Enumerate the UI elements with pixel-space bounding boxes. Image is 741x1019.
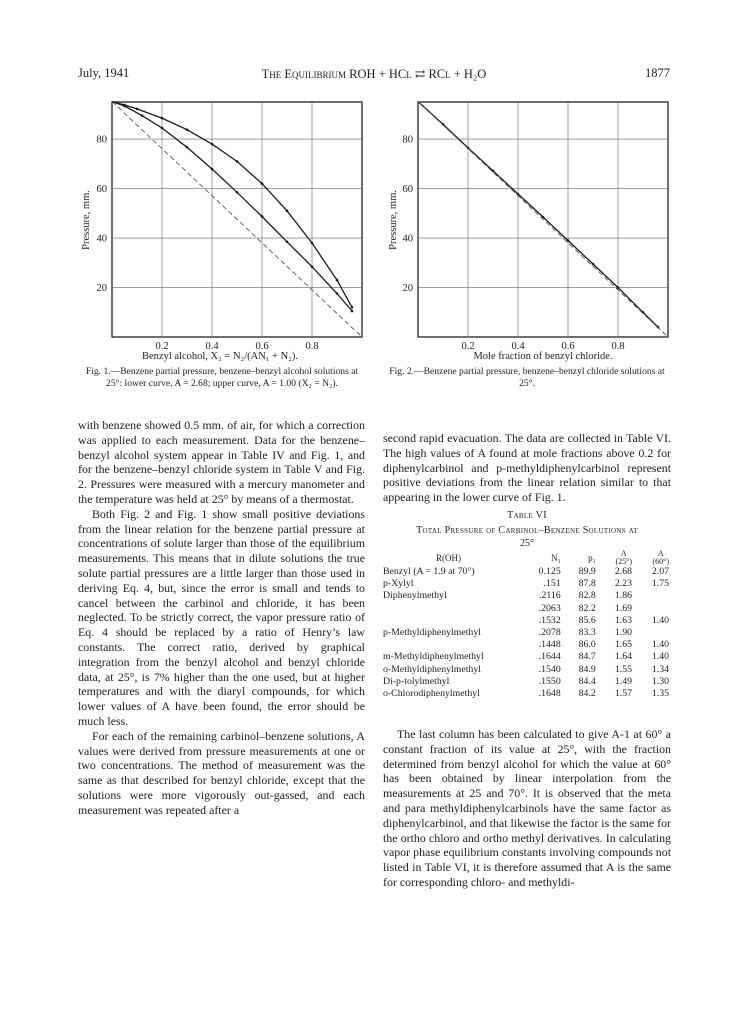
- table-row: [383, 664, 673, 676]
- table-vi: [383, 550, 673, 700]
- table-cell: 84.7: [578, 651, 596, 663]
- table-cell: 1.30: [651, 675, 669, 687]
- table-cell: 1.65: [614, 639, 633, 651]
- table-row: [383, 566, 673, 578]
- data-point: [261, 215, 264, 218]
- data-point: [261, 182, 264, 185]
- table-cell: [383, 615, 514, 627]
- table-cell: m-Methyldiphenylmethyl: [383, 651, 484, 663]
- table-cell: 83.3: [578, 627, 596, 639]
- data-point: [186, 128, 189, 131]
- table-row: [383, 590, 673, 602]
- figure-1-caption: Fig. 1.—Benzene partial pressure, benzene–benzyl alcohol solutions at 25°: lower curve, A = 2.68; upper curve, A = 1.00 (X₂ = N₂).: [85, 366, 359, 389]
- data-point: [592, 263, 595, 266]
- table-cell: 1.57: [614, 688, 633, 700]
- column-header: p₁: [588, 552, 596, 563]
- table-cell: 1.90: [614, 627, 633, 639]
- table-cell: 1.49: [614, 675, 633, 687]
- header-title: The Equilibrium ROH + HCl ⇄ RCl + H₂O: [261, 67, 487, 81]
- table-cell: .2116: [539, 590, 561, 602]
- paragraph: Both Fig. 2 and Fig. 1 show small positive deviations from the linear relation for the benzene partial pressure at concentrations of solute larger than those of the equilibrium measurements. This means that in dilute solutions the true solute partial pressures are a little larger than those used in deriving Eq. 4, but, since the error is small and tends to cancel between the carbinol and chloride, it has been neglected. To be strictly correct, the vapor pressure ratio of Eq. 4 should be replaced by a ratio of Henry’s law constants. The correct ratio, derived by graphical integration from the benzyl alcohol and benzyl chloride data, at 25°, is 7% higher than the one used, but at higher temperatures and with the diaryl compounds, for which lower values of A have been found, the error should be much less.: [78, 506, 365, 728]
- table-cell: 87.8: [578, 578, 596, 590]
- data-point: [336, 279, 339, 282]
- table-cell: [383, 639, 514, 651]
- column-header: R(OH): [435, 552, 461, 563]
- x-tick-label: 0.8: [305, 341, 319, 352]
- table-cell: [632, 590, 673, 602]
- series-line: [418, 102, 668, 338]
- data-point: [236, 191, 239, 194]
- table-cell: 84.9: [578, 663, 596, 675]
- y-tick-label: 60: [96, 184, 107, 196]
- data-point: [123, 104, 126, 107]
- data-point: [286, 240, 289, 243]
- table-row: [383, 676, 673, 688]
- data-point: [492, 169, 495, 172]
- right-column-text-lower: [383, 727, 671, 890]
- table-cell: .2063: [538, 602, 561, 614]
- table-cell: 1.35: [651, 688, 669, 700]
- data-point: [186, 146, 189, 149]
- table-cell: .1550: [538, 675, 561, 687]
- figure-2-chart: [383, 96, 673, 364]
- table-row: [383, 651, 673, 663]
- table-cell: 1.40: [651, 614, 669, 626]
- table-cell: 2.07: [651, 566, 669, 577]
- table-cell: .2078: [538, 627, 561, 639]
- data-point: [311, 242, 314, 245]
- table-row: [383, 688, 673, 700]
- data-point: [236, 160, 239, 163]
- table-cell: 1.69: [614, 602, 633, 614]
- x-tick-label: 0.4: [205, 341, 219, 352]
- data-point: [161, 117, 164, 120]
- table-cell: .1540: [538, 663, 561, 675]
- data-point: [351, 310, 354, 313]
- y-tick-label: 80: [402, 134, 413, 146]
- paragraph: The last column has been calculated to give A-1 at 60° a constant fraction of its value at 25°, with the fraction determined from benzyl alcohol for which the value at 60° has been obtained by linear interpolation from the measurements at 25 and 70°. It is observed that the meta and para methyldiphenylcarbinols have the same factor as diphenylcarbinol, and that likewise the factor is the same for the ortho chloro and ortho methyl derivatives. In calculating vapor phase equilibrium constants involving compounds not listed in Table VI, it is therefore assumed that A is the same for corresponding chloro- and methyldi-: [383, 727, 671, 889]
- table-cell: .1448: [538, 639, 561, 651]
- series-line: [112, 102, 352, 308]
- table-cell: Diphenylmethyl: [383, 590, 447, 602]
- x-tick-label: 0.6: [561, 341, 575, 352]
- x-tick-label: 0.2: [155, 341, 169, 352]
- table-cell: [632, 603, 673, 615]
- table-row: [383, 615, 673, 627]
- y-tick-label: 20: [402, 283, 413, 295]
- figure-2-xlabel: Mole fraction of benzyl chloride.: [473, 351, 613, 362]
- table-cell: 1.40: [651, 651, 669, 663]
- data-point: [161, 127, 164, 130]
- table-cell: [383, 603, 514, 615]
- table-row: [383, 627, 673, 639]
- table-cell: p-Methyldiphenylmethyl: [383, 627, 481, 639]
- table-cell: .1644: [538, 651, 561, 663]
- data-point: [311, 265, 314, 268]
- paragraph: For each of the remaining carbinol–benzene solutions, A values were derived from pressure measurements at one or two concentrations. The method of measurement was the same as that described for benzyl chloride, except that the solutions were more vigorously out-gassed, and each measurement was repeated after a: [78, 728, 365, 817]
- running-header: [78, 66, 670, 84]
- table-temperature: 25°: [520, 538, 534, 549]
- data-point: [211, 143, 214, 146]
- table-cell: 82.2: [578, 602, 596, 614]
- figure-1-ylabel: Pressure, mm.: [81, 190, 92, 250]
- paragraph: with benzene showed 0.5 mm. of air, for which a correction was applied to each measurement. Data for the benzene–benzyl alcohol system appear in Table IV and Fig. 1, and for the benzene–benzyl chloride system in Table V and Fig. 2. Pressures were measured with a mercury manometer and the temperature was held at 25° by means of a thermostat.: [78, 418, 365, 506]
- table-cell: 1.55: [614, 663, 633, 675]
- data-point: [136, 108, 139, 111]
- figure-2-caption: Fig. 2.—Benzene partial pressure, benzene–benzyl chloride solutions at 25°.: [389, 366, 665, 389]
- table-cell: 0.125: [538, 566, 561, 577]
- figure-2-ylabel: Pressure, mm.: [388, 190, 399, 250]
- table-cell: 2.68: [614, 566, 633, 577]
- table-cell: 1.34: [651, 663, 669, 675]
- table-cell: .1648: [538, 688, 561, 700]
- y-tick-label: 40: [96, 233, 107, 245]
- table-cell: o-Chlorodiphenylmethyl: [383, 688, 480, 700]
- y-tick-label: 20: [96, 283, 107, 295]
- table-header-row: [383, 550, 673, 566]
- column-header: A (25°): [615, 549, 633, 566]
- header-date: July, 1941: [78, 66, 130, 80]
- figure-1-xlabel: Benzyl alcohol, X₂ = N₂/(AN₁ + N₂).: [142, 351, 298, 362]
- table-cell: 1.86: [614, 590, 633, 602]
- x-tick-label: 0.8: [611, 341, 625, 352]
- column-header: N₁: [551, 552, 561, 563]
- table-title: Table VI: [507, 510, 547, 521]
- series-line: [112, 102, 362, 338]
- table-cell: p-Xylyl: [383, 578, 414, 590]
- table-cell: 1.40: [651, 639, 669, 651]
- table-cell: 89.9: [578, 566, 596, 577]
- table-cell: 84.2: [578, 688, 596, 700]
- x-tick-label: 0.6: [255, 341, 269, 352]
- table-cell: 1.64: [614, 651, 633, 663]
- table-cell: o-Methyldiphenylmethyl: [383, 663, 481, 675]
- page-number: 1877: [645, 66, 670, 80]
- table-cell: 84.4: [578, 675, 596, 687]
- x-tick-label: 0.4: [511, 341, 525, 352]
- table-cell: 82.8: [578, 590, 596, 602]
- y-tick-label: 40: [402, 233, 413, 245]
- table-cell: Di-p-tolylmethyl: [383, 675, 450, 687]
- right-column-text-upper: [383, 431, 671, 505]
- table-cell: [632, 627, 673, 639]
- data-point: [351, 306, 354, 309]
- data-point: [336, 292, 339, 295]
- left-column-text: [78, 418, 365, 818]
- figure-1-chart: [78, 96, 368, 364]
- column-header: A (60°): [652, 549, 669, 566]
- x-tick-label: 0.2: [461, 341, 475, 352]
- y-tick-label: 60: [402, 184, 413, 196]
- table-cell: 2.23: [614, 578, 633, 590]
- table-row: [383, 603, 673, 615]
- table-row: [383, 578, 673, 590]
- table-cell: 85.6: [578, 614, 596, 626]
- table-cell: .151: [543, 578, 561, 590]
- y-tick-label: 80: [96, 134, 107, 146]
- table-cell: 86.0: [578, 639, 596, 651]
- data-point: [211, 168, 214, 171]
- table-cell: .1532: [538, 614, 561, 626]
- table-row: [383, 639, 673, 651]
- table-subtitle: Total Pressure of Carbinol–Benzene Solutions at: [416, 525, 638, 536]
- paragraph: second rapid evacuation. The data are collected in Table VI. The high values of A found at mole fractions above 0.2 for diphenylcarbinol and p-methyldiphenylcarbinol represent positive deviations from the linear relation similar to that appearing in the lower curve of Fig. 1.: [383, 431, 671, 505]
- data-point: [286, 210, 289, 213]
- table-cell: Benzyl (A = 1.9 at 70°): [383, 566, 475, 577]
- table-cell: 1.63: [614, 614, 633, 626]
- series-line: [112, 102, 352, 312]
- data-point: [141, 114, 144, 117]
- table-cell: 1.75: [651, 578, 669, 590]
